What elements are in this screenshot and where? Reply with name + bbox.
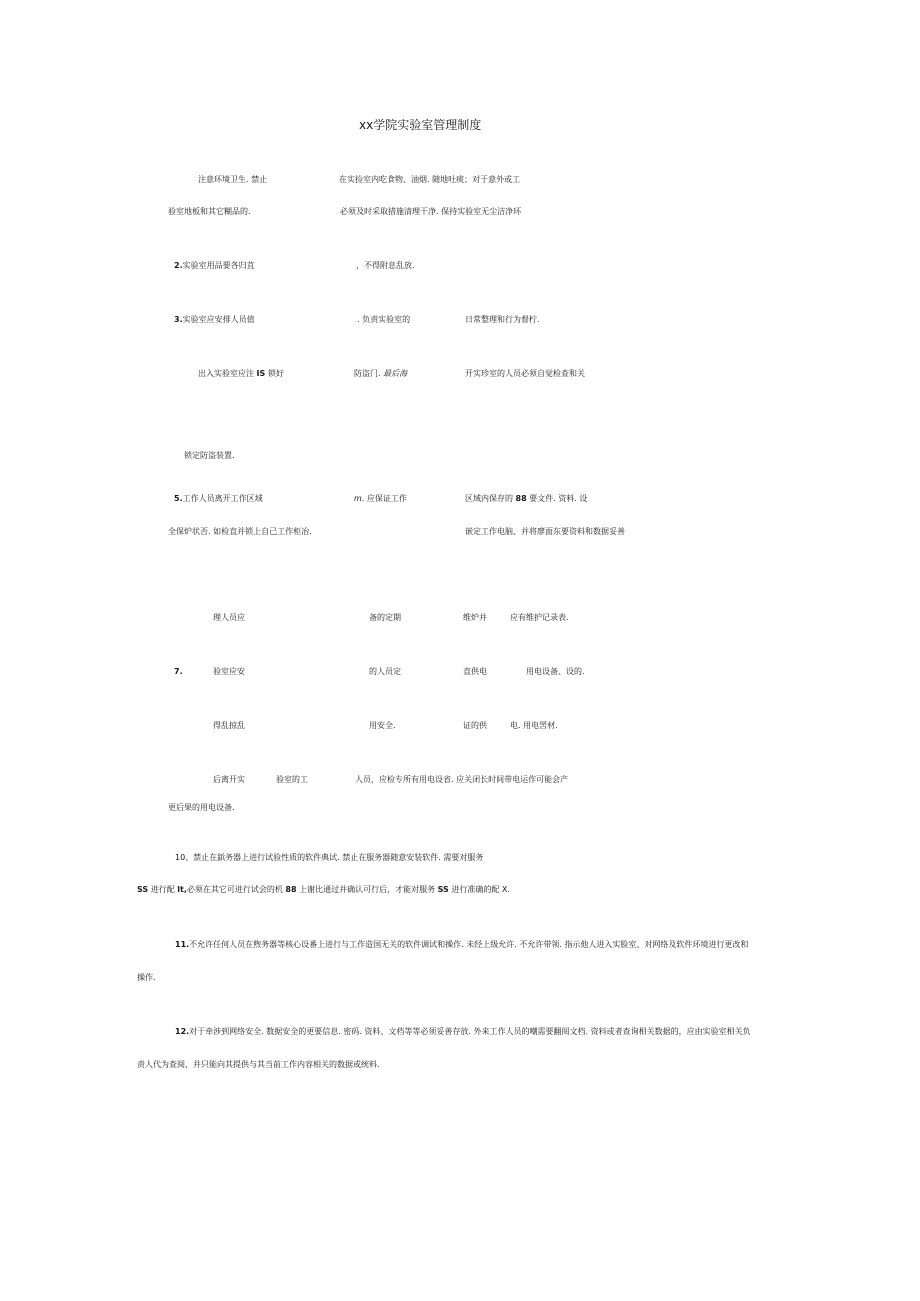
rule10-l2h: 进行准确的配 X. [451, 885, 510, 894]
rule4-text-b2: 最后海 [383, 369, 408, 378]
rule7-r4-c3: 人员，应检专所有用电设省. 应关闭长时间带电运作可能会产 [355, 775, 569, 784]
rule7-r1-c1: 理人员应 [213, 613, 245, 622]
rule11-text: 不允许任何人员在煦务器等核心设番上进行与工作造国无关的软件调试和操作. 未经上级允许. 不允许带领. 指示他人进入实脸室、对网络及软件环境进行更改和 [189, 940, 749, 949]
rule4-text-a2: IS [256, 369, 266, 378]
rule10-l2g: SS [437, 885, 449, 894]
rule3-text-c: 日常整理和行为督柠. [465, 315, 540, 324]
rule12-number: 12. [175, 1027, 190, 1036]
rule10-line1: 10、禁止在鋲务器上进行试验性质的软件典试. 禁止在服务器随意安装软件. 需要对服务 [175, 853, 484, 862]
rule4-text-a [198, 369, 284, 379]
page-title: xx学院实验室管理制度 [359, 118, 482, 132]
rule7-r3-c2: 用安全. [369, 721, 396, 730]
rule12-line2: 责人代为查阅，并只能向其提供与其当前工作内容相关的数据或统料. [137, 1060, 380, 1069]
rule4-text-d: 锁定防盗装置. [184, 451, 235, 460]
rule10-l2e: 88 [285, 885, 297, 894]
rule2-number: 2. [174, 261, 183, 270]
rule7-number: 7. [174, 667, 183, 676]
rule11-line2: 操作. [137, 973, 156, 982]
rule7-r3-c3: 证的供 [463, 721, 487, 730]
rule3-text-b: . 负责实验室的 [357, 315, 411, 324]
rule5-text-c2: 88 [515, 494, 527, 503]
rule5-text-c3: 要文件. 资料. 设 [529, 494, 588, 503]
rule7-r5: 更后果的用电设备. [168, 803, 235, 812]
rule3-line [174, 315, 255, 325]
rule7-r1-c3: 维炉并 [463, 613, 487, 622]
rule7-r3-c4: 电. 用电罟材. [510, 721, 558, 730]
rule1-text-c: 验室地板和其它糊品的. [168, 207, 251, 216]
rule7-r3-c1: 得乱掠乱 [213, 721, 245, 730]
rule2-line [174, 261, 255, 271]
rule4-text-a3: 锁好 [267, 369, 284, 378]
rule5-line [174, 494, 263, 504]
rule12-text: 对于牵涉到网络安全. 数据安全的更要信息. 密码. 资料、文档等等必须妥善存放. 外来工作人员的嘲需要翻阅文档. 资料或者查询相关数据的，应由实验室相关负 [189, 1027, 751, 1036]
rule2-text-a: 实验室用品要各归苴 [182, 261, 255, 270]
rule5-number: 5. [174, 494, 183, 503]
rule10-l2d: 必须在其它可进行试会的机 [186, 885, 283, 894]
rule7-r1-c2: 备的定期 [369, 613, 401, 622]
rule7-r2-c1: 验室应安 [213, 667, 245, 676]
rule5-text-e: 嵌定工作电脑、并将廖面东要资料和数据妥善 [465, 527, 625, 536]
rule4-text-b1: 防盗门. [354, 369, 381, 378]
rule7-r1-c4: 应有维护记录表. [510, 613, 569, 622]
rule1-text-d: 必须及时采取措施清理干净. 保持实验室无尘洁净环 [340, 207, 522, 216]
rule5-text-d: 全保炉状否. 如检直并锁上自己工作柜冶. [168, 527, 312, 536]
rule7-r4-c1: 后离开实 [213, 775, 245, 784]
rule7-r4-c2: 验室的工 [276, 775, 308, 784]
rule10-l2b: 进行配 [150, 885, 175, 894]
rule4-text-c: 开实珍室的人员必须自觉检查和关 [465, 369, 585, 378]
rule10-line2 [137, 885, 510, 895]
rule3-text-a: 实验室应安排人员值 [182, 315, 255, 324]
rule10-l2c: lt, [177, 885, 187, 894]
rule5-text-b2: . 应保证工作 [361, 494, 407, 503]
rule7-r2-c4: 用电设备、设的. [526, 667, 585, 676]
rule10-l2a: SS [137, 885, 149, 894]
rule2-text-b: ，不得附息乱放. [356, 261, 415, 270]
rule12-line1 [175, 1027, 751, 1037]
rule5-text-b1: m [354, 494, 362, 503]
rule7-r2-c2: 的人员定 [369, 667, 401, 676]
rule1-text-b: 在实捡室内吃食物、油烟. 随地吐痰；对于意外或工 [339, 175, 521, 184]
rule10-l2f: 上谢比通过并确认可行后，才能对服务 [299, 885, 436, 894]
rule5-text-b [354, 494, 407, 504]
rule7-r2-c3: 直供电 [463, 667, 487, 676]
rule5-text-c1: 区域内保存的 [465, 494, 513, 503]
rule4-text-b [354, 369, 407, 379]
rule5-text-c [465, 494, 587, 504]
rule1-text-a: 注意环境卫生. 禁止 [198, 175, 268, 184]
rule11-number: 11. [175, 940, 190, 949]
rule11-line1 [175, 940, 748, 950]
rule4-text-a1: 出入实验室应注 [198, 369, 254, 378]
rule5-text-a: 工作人员离开工作区域 [182, 494, 263, 503]
rule3-number: 3. [174, 315, 183, 324]
